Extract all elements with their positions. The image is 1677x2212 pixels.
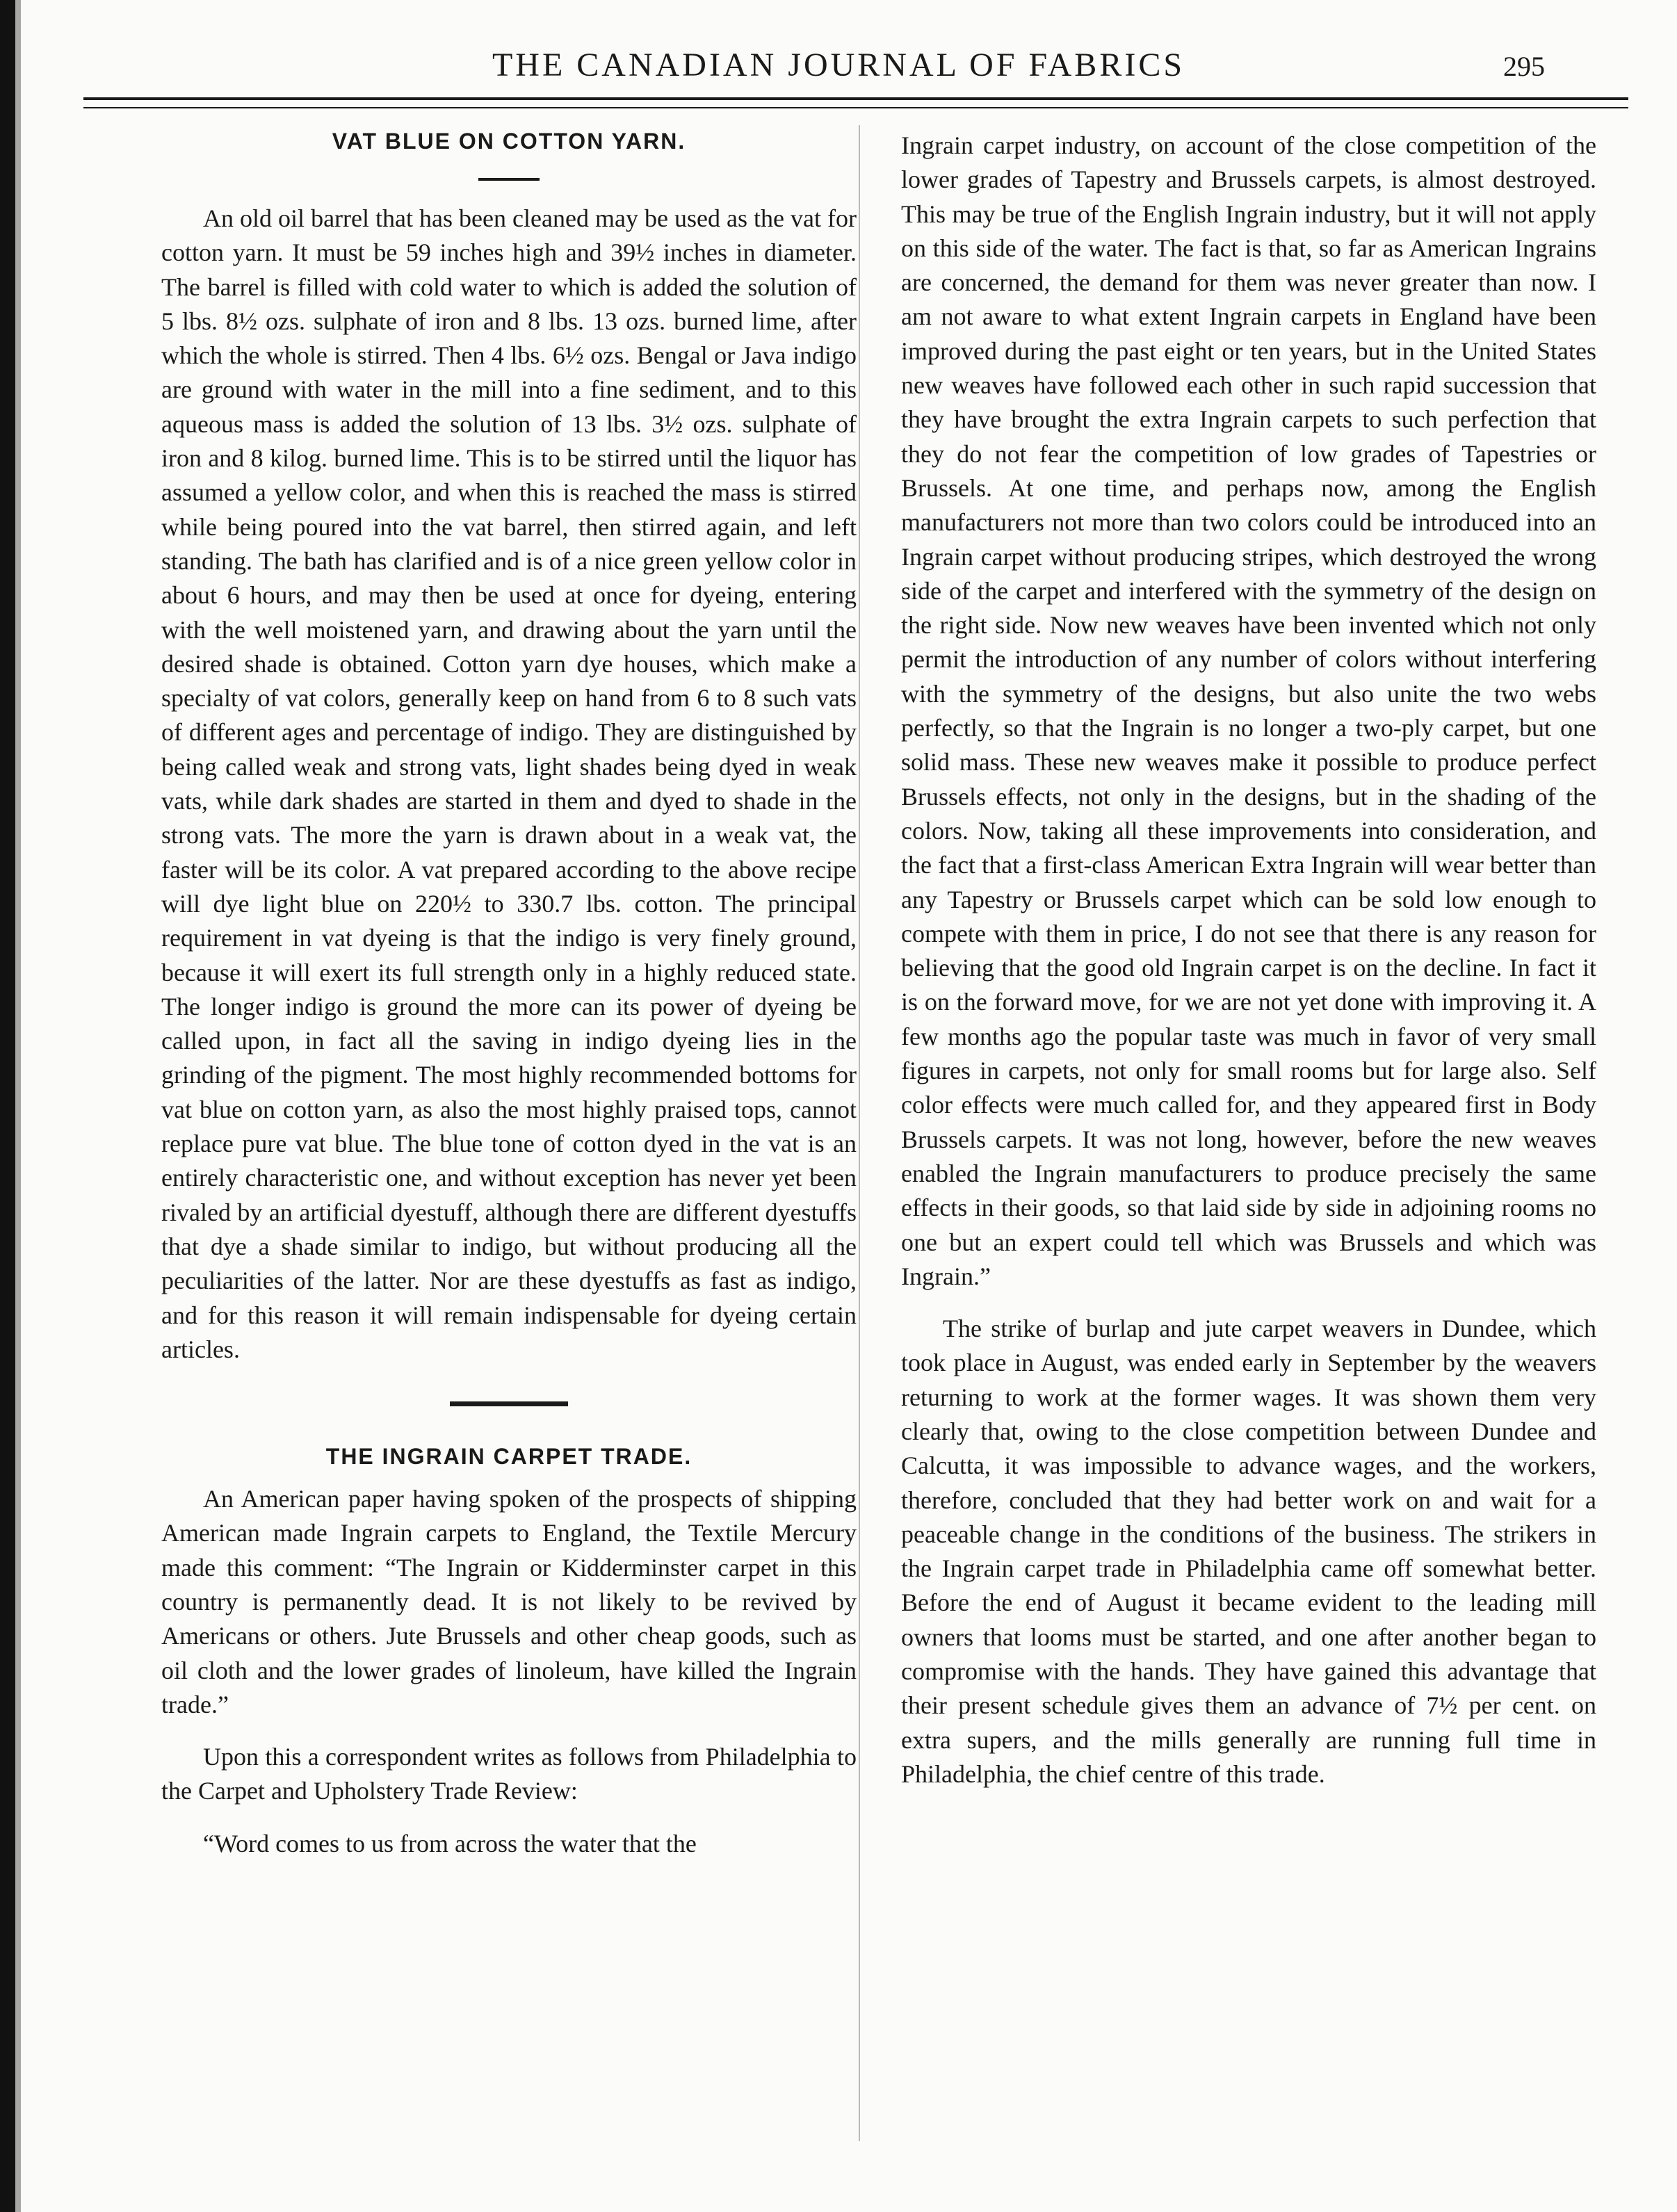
running-header: [83, 46, 1594, 101]
title-dash: [478, 178, 540, 181]
article-title-ingrain: THE INGRAIN CARPET TRADE.: [325, 1444, 692, 1470]
article-paragraph: An old oil barrel that has been cleaned may be used as the vat for cotton yarn. It must be 59 inches high and 39½ inches in diameter. The barrel is filled with cold water to which is added the solution of 5 lbs. 8½ ozs. sulphate of iron and 8 lbs. 13 ozs. burned lime, after which the whole is stirred. Then 4 lbs. 6½ ozs. Bengal or Java indigo are ground with water in the mill into a fine sediment, and to this aqueous mass is added the solution of 13 lbs. 3½ ozs. sulphate of iron and 8 kilog. burned lime. This is to be stirred until the liquor has assumed a yellow color, and when this is reached the mass is stirred while being poured into the vat barrel, then stirred again, and left standing. The bath has clarified and is of a nice green yellow color in about 6 hours, and may then be used at once for dyeing, entering with the well moistened yarn, and drawing about the yarn until the desired shade is obtained. Cotton yarn dye houses, which make a specialty of vat colors, generally keep on hand from 6 to 8 such vats of different ages and percentage of indigo. They are distinguished by being called weak and strong vats, light shades being dyed in weak vats, while dark shades are started in them and dyed to shade in the strong vats. The more the yarn is drawn about in a weak vat, the faster will be its color. A vat prepared according to the above recipe will dye light blue on 220½ to 330.7 lbs. cotton. The principal requirement in vat dyeing is that the indigo is very finely ground, because it will exert its full strength only in a highly reduced state. The longer indigo is ground the more can its power of dyeing be called upon, in fact all the saving in indigo dyeing lies in the grinding of the pigment. The most highly recommended bottoms for vat blue on cotton yarn, as also the most highly praised tops, cannot replace pure vat blue. The blue tone of cotton dyed in the vat is an entirely characteristic one, and without exception has never yet been rivaled by an artificial dyestuff, although there are different dyestuffs that dye a shade similar to indigo, but without producing all the peculiarities of the latter. Nor are these dyestuffs as fast as indigo, and for this reason it will remain indispensable for dyeing certain articles.: [161, 204, 857, 1363]
article-paragraph: An American paper having spoken of the prospects of shipping American made Ingrain carpets to England, the Textile Mercury made this comment: “The Ingrain or Kidderminster carpet in this country is permanently dead. It is not likely to be revived by Americans or others. Jute Brussels and other cheap goods, such as oil cloth and the lower grades of linoleum, have killed the Ingrain trade.”: [161, 1485, 857, 1718]
header-rule-thick: [83, 97, 1628, 100]
article-title-vat-blue: VAT BLUE ON COTTON YARN.: [332, 129, 686, 154]
column-divider: [859, 125, 860, 2141]
header-rule-thin: [83, 107, 1628, 108]
article-paragraph: “Word comes to us from across the water that the: [203, 1829, 697, 1857]
right-column: [901, 129, 1596, 1810]
page-binding-edge: [0, 0, 15, 2212]
article-paragraph: Ingrain carpet industry, on account of the close competition of the lower grades of Tapestry and Brussels carpets, is almost destroyed. This may be true of the English Ingrain industry, but it will not apply on this side of the water. The fact is that, so far as American Ingrains are concerned, the demand for them was never greater than now. I am not aware to what extent Ingrain carpets in England have been improved during the past eight or ten years, but in the United States new weaves have followed each other in such rapid succession that they have brought the extra Ingrain carpets to such perfection that they do not fear the competition of low grades of Tapestries or Brussels. At one time, and perhaps now, among the English manufacturers not more than two colors could be introduced into an Ingrain carpet without producing stripes, which destroyed the wrong side of the carpet and interfered with the symmetry of the design on the right side. Now new weaves have been invented which not only permit the introduction of any number of colors without interfering with the symmetry of the designs, but also unite the two webs perfectly, so that the Ingrain is no longer a two-ply carpet, but one solid mass. These new weaves make it possible to produce perfect Brussels effects, not only in the designs, but in the shading of the colors. Now, taking all these improvements into consideration, and the fact that a first-class American Extra Ingrain will wear better than any Tapestry or Brussels carpet which can be sold low enough to compete with them in price, I do not see that there is any reason for believing that the good old Ingrain carpet is on the decline. In fact it is on the forward move, for we are not yet done with improving it. A few months ago the popular taste was much in favor of very small figures in carpets, not only for small rooms but for large also. Self color effects were much called for, and they appeared first in Body Brussels carpets. It was not long, however, before the new weaves enabled the Ingrain manufacturers to produce precisely the same effects in their goods, so that laid side by side in adjoining rooms no one but an expert could tell which was Brussels and which was Ingrain.”: [901, 131, 1596, 1290]
article-separator: [450, 1401, 568, 1406]
page-number: 295: [1503, 51, 1545, 82]
journal-title: THE CANADIAN JOURNAL OF FABRICS: [492, 47, 1185, 83]
article-paragraph: Upon this a correspondent writes as follows from Philadelphia to the Carpet and Upholstery Trade Review:: [161, 1743, 857, 1805]
article-paragraph: The strike of burlap and jute carpet weavers in Dundee, which took place in August, was ended early in September by the weavers returning to work at the former wages. It was shown them very clearly that, owing to the close competition between Dundee and Calcutta, it was impossible to advance wages, and the workers, therefore, concluded that they had better work on and wait for a peaceable change in the conditions of the business. The strikers in the Ingrain carpet trade in Philadelphia came off somewhat better. Before the end of August it became evident to the leading mill owners that looms must be started, and one after another began to compromise with the hands. They have gained this advantage that their present schedule gives them an advance of 7½ per cent. on extra supers, and the mills generally are running full time in Philadelphia, the chief centre of this trade.: [901, 1315, 1596, 1788]
left-column: [161, 129, 857, 1879]
page-binding-shadow: [15, 0, 21, 2212]
